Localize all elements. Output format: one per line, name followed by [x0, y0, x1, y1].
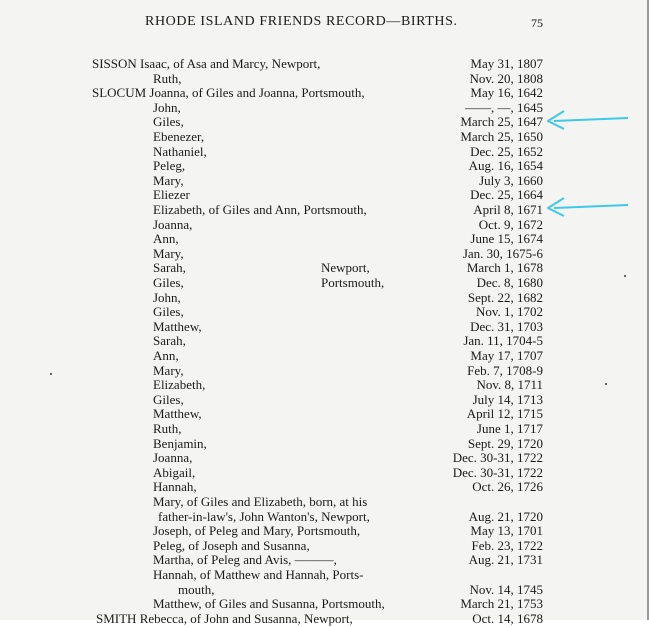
record-date: Nov. 20, 1808 [469, 70, 543, 86]
record-date: Nov. 1, 1702 [475, 304, 543, 320]
record-date: June 1, 1717 [476, 421, 543, 436]
record-date: March 1, 1678 [466, 260, 543, 276]
record-date: Jan. 11, 1704-5 [463, 333, 543, 349]
record-date: Dec. 25, 1652 [470, 143, 543, 159]
record-name: Ruth, [153, 421, 182, 436]
record-name: Mary, [153, 362, 184, 378]
record-date: Aug. 16, 1654 [468, 158, 543, 174]
record-date: May 17, 1707 [470, 348, 543, 363]
ink-speck [624, 275, 626, 277]
record-name: Sarah, [153, 333, 186, 349]
record-row [0, 319, 649, 335]
record-row [0, 611, 649, 627]
record-row [0, 144, 649, 160]
record-row [0, 392, 649, 408]
record-row [0, 509, 649, 525]
record-name: Eliezer [153, 187, 190, 203]
record-date: March 25, 1650 [460, 129, 543, 144]
record-name: Joanna, [153, 450, 193, 466]
record-name: Elizabeth, [153, 377, 206, 393]
record-row [0, 173, 649, 189]
record-date: Dec. 30-31, 1722 [452, 450, 543, 466]
ink-speck [605, 383, 607, 385]
record-row [0, 450, 649, 466]
record-row [0, 421, 649, 437]
record-name: Benjamin, [153, 435, 207, 451]
record-row [0, 71, 649, 87]
record-name: Giles, [153, 304, 184, 320]
record-date: July 14, 1713 [472, 391, 543, 407]
left-arrow-icon [540, 196, 630, 220]
record-name: Ann, [153, 348, 179, 363]
record-date: Dec. 8, 1680 [476, 275, 543, 290]
record-row [0, 363, 649, 379]
record-name: Elizabeth, of Giles and Ann, Portsmouth, [153, 202, 367, 217]
record-date: Jan. 30, 1675-6 [462, 245, 543, 261]
record-name: Peleg, of Joseph and Susanna, [153, 537, 310, 553]
record-date: Aug. 21, 1720 [468, 508, 543, 524]
record-name: Mary, [153, 172, 184, 188]
record-row [0, 494, 649, 510]
record-name: Mary, of Giles and Elizabeth, born, at his [153, 494, 368, 509]
record-name: Giles, [153, 114, 184, 130]
record-row [0, 246, 649, 262]
record-name: Abigail, [153, 464, 196, 480]
record-date: Dec. 31, 1703 [470, 318, 543, 334]
record-row [0, 304, 649, 320]
record-row [0, 436, 649, 452]
record-name: mouth, [178, 581, 215, 597]
record-name: Matthew, [153, 318, 202, 334]
record-row [0, 552, 649, 568]
record-row [0, 333, 649, 349]
record-row [0, 231, 649, 247]
record-name: SISSON Isaac, of Asa and Marcy, Newport, [92, 56, 321, 71]
record-date: Sept. 22, 1682 [467, 289, 543, 305]
record-name: Martha, of Peleg and Avis, ———, [153, 552, 337, 568]
record-name: SMITH Rebecca, of John and Susanna, Newport, [96, 610, 353, 626]
record-date: Oct. 9, 1672 [478, 216, 543, 232]
record-date: April 8, 1671 [473, 202, 543, 217]
record-row [0, 523, 649, 539]
ink-speck [50, 373, 52, 375]
record-name: Matthew, [153, 406, 202, 422]
record-name: Hannah, of Matthew and Hannah, Ports- [153, 567, 364, 582]
record-date: Oct. 26, 1726 [472, 479, 543, 495]
record-row [0, 158, 649, 174]
record-name: Peleg, [153, 158, 186, 174]
record-name: Mary, [153, 245, 184, 261]
record-name: Nathaniel, [153, 143, 207, 159]
record-name: Sarah, [153, 260, 186, 276]
record-date: May 16, 1642 [470, 85, 543, 101]
record-date: Feb. 7, 1708-9 [467, 362, 543, 378]
record-date: Dec. 30-31, 1722 [452, 464, 543, 480]
record-name: Joseph, of Peleg and Mary, Portsmouth, [153, 523, 361, 539]
record-row [0, 538, 649, 554]
record-date: Oct. 14, 1678 [472, 610, 543, 626]
record-date: April 12, 1715 [466, 406, 543, 422]
record-row [0, 479, 649, 495]
record-name: Ebenezer, [153, 129, 205, 144]
record-date: May 13, 1701 [470, 523, 543, 539]
record-name: Ann, [153, 231, 179, 247]
record-date: March 25, 1647 [460, 114, 543, 130]
record-date: Aug. 21, 1731 [468, 552, 543, 568]
record-name: Hannah, [153, 479, 197, 495]
record-date: Dec. 25, 1664 [470, 187, 543, 203]
record-date: July 3, 1660 [479, 172, 543, 188]
record-name: Ruth, [153, 70, 182, 86]
record-place: Portsmouth, [321, 275, 385, 290]
record-row [0, 582, 649, 598]
record-row [0, 406, 649, 422]
record-row [0, 465, 649, 481]
record-name: Matthew, of Giles and Susanna, Portsmouth, [153, 596, 385, 612]
record-row [0, 567, 649, 583]
record-name: father-in-law's, John Wanton's, Newport, [158, 508, 370, 524]
record-name: SLOCUM Joanna, of Giles and Joanna, Portsmouth, [92, 85, 365, 101]
record-date: Feb. 23, 1722 [471, 537, 543, 553]
record-date: Sept. 29, 1720 [467, 435, 543, 451]
record-name: Giles, [153, 391, 184, 407]
record-date: March 21, 1753 [460, 596, 543, 612]
record-row [0, 596, 649, 612]
record-row [0, 56, 649, 72]
record-row [0, 275, 649, 291]
record-place: Newport, [321, 260, 370, 276]
record-row [0, 377, 649, 393]
record-name: John, [153, 289, 181, 305]
page-number: 75 [531, 16, 543, 30]
record-date: ——, —, 1645 [465, 99, 543, 115]
record-date: June 15, 1674 [470, 231, 543, 247]
record-row [0, 290, 649, 306]
left-arrow-icon [540, 108, 630, 132]
record-name: Joanna, [153, 216, 193, 232]
record-name: Giles, [153, 275, 184, 290]
record-date: Nov. 8, 1711 [476, 377, 543, 393]
record-row [0, 348, 649, 364]
record-row [0, 260, 649, 276]
record-row [0, 85, 649, 101]
record-name: John, [153, 99, 181, 115]
record-date: Nov. 14, 1745 [469, 581, 543, 597]
page-header: RHODE ISLAND FRIENDS RECORD—BIRTHS. [145, 14, 458, 29]
record-date: May 31, 1807 [470, 56, 543, 71]
